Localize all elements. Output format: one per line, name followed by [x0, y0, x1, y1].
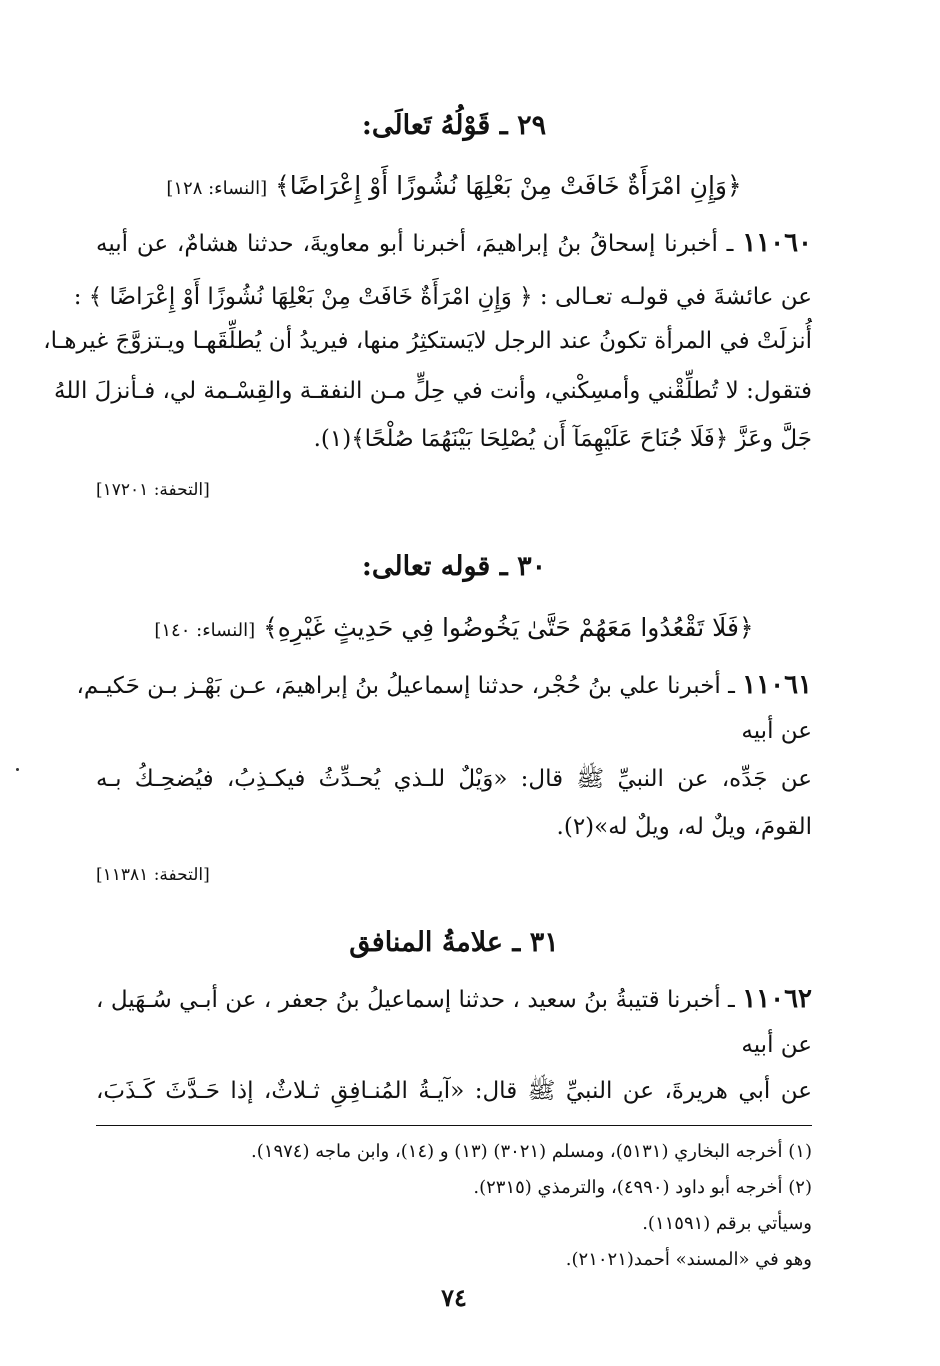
- hadith-line: عن أبيه: [741, 718, 812, 744]
- quran-verse: [96, 608, 812, 651]
- footnote-divider: [96, 1125, 812, 1126]
- footnote: (١) أخرجه البخاري (٥١٣١)، ومسلم (٣٠٢١) (١٣) و (١٤)، وابن ماجه (١٩٧٤).: [251, 1141, 812, 1162]
- hadith-text: ـ أخبرنا إسحاقُ بنُ إبراهيمَ، أخبرنا أبو معاويةَ، حدثنا هشامٌ، عن أبيه: [96, 231, 734, 257]
- verse-reference: [النساء: ١٢٨]: [166, 178, 268, 199]
- section-heading: ٣٠ ـ قوله تعالى:: [361, 551, 547, 582]
- hadith-line: فتقول: لا تُطلِّقْني وأمسِكْني، وأنت في حِلٍّ مـن النفقـة والقِسْـمة لي، فـأنزلَ اللهُ: [53, 378, 812, 404]
- hadith-number: ١١٠٦٠: [742, 228, 813, 258]
- book-page: [43, 0, 813, 1366]
- quran-verse: [96, 166, 812, 209]
- hadith-text: ـ أخبرنا قتيبةُ بنُ سعيد ، حدثنا إسماعيلُ بنُ جعفر ، عن أبـي سُـهَيل ،: [96, 987, 735, 1013]
- hadith-line: أُنزلَتْ في المرأة تكونُ عند الرجل لايَستكثِرُ منها، فيريدُ أن يُطلِّقَهـا ويـتزوَّجَ غيرهـا،: [43, 328, 812, 354]
- tuhfa-reference: [التحفة: ١١٣٨١]: [96, 865, 210, 885]
- hadith-line: القومَ، ويلٌ له، ويلٌ له»(٢).: [556, 814, 812, 840]
- hadith-line: جَلَّ وعَزَّ ﴿فَلَا جُنَاحَ عَلَيْهِمَآ أَن يُصْلِحَا بَيْنَهُمَا صُلْحًا﴾(١).: [313, 426, 812, 452]
- footnote: (٢) أخرجه أبو داود (٤٩٩٠)، والترمذي (٢٣١٥).: [473, 1177, 812, 1198]
- hadith-line: عن عائشةَ في قولـه تعـالى : ﴿ وَإِنِ امْرَأَةٌ خَافَتْ مِنْ بَعْلِهَا نُشُوزًا أَوْ إِعْرَاضًا ﴾ :: [73, 284, 812, 310]
- verse-reference: [النساء: ١٤٠]: [154, 620, 256, 641]
- hadith-line: عن جَدِّه، عن النبيِّ ﷺ قال: «وَيْلٌ للـذي يُحـدِّثُ فيكـذِبُ، فيُضحِـكُ بـه: [96, 766, 812, 792]
- section-heading: ٢٩ ـ قَوْلُهُ تَعالَى:: [361, 110, 547, 141]
- verse-text: ﴿وَإِنِ امْرَأَةٌ خَافَتْ مِنْ بَعْلِهَا نُشُوزًا أَوْ إِعْرَاضًا﴾: [275, 171, 742, 200]
- footnote: وهو في «المسند» أحمد(٢١٠٢١).: [565, 1249, 812, 1270]
- hadith-line: [96, 222, 812, 265]
- hadith-text: ـ أخبرنا علي بنُ حُجْر، حدثنا إسماعيلُ بنُ إبراهيمَ، عـن بَهْـز بـن حَكيـم،: [76, 673, 735, 699]
- section-heading: ٣١ ـ علامةُ المنافق: [349, 927, 559, 958]
- hadith-line: عن أبيه: [741, 1032, 812, 1058]
- hadith-number: ١١٠٦١: [742, 670, 812, 700]
- hadith-line: [96, 978, 812, 1021]
- hadith-line: عن أبي هريرةَ، عن النبيِّ ﷺ قال: «آيـةُ المُنـافِقِ ثـلاثٌ، إذا حَـدَّثَ كَـذَبَ،: [96, 1078, 812, 1104]
- hadith-line: [76, 664, 812, 707]
- footnote: وسيأتي برقم (١١٥٩١).: [642, 1213, 812, 1234]
- verse-text: ﴿فَلَا تَقْعُدُوا مَعَهُمْ حَتَّىٰ يَخُوضُوا فِي حَدِيثٍ غَيْرِهِ﴾: [263, 613, 754, 642]
- tuhfa-reference: [التحفة: ١٧٢٠١]: [96, 480, 210, 500]
- page-number: ٧٤: [441, 1283, 467, 1312]
- hadith-number: ١١٠٦٢: [742, 984, 813, 1014]
- scan-speck: [16, 768, 19, 771]
